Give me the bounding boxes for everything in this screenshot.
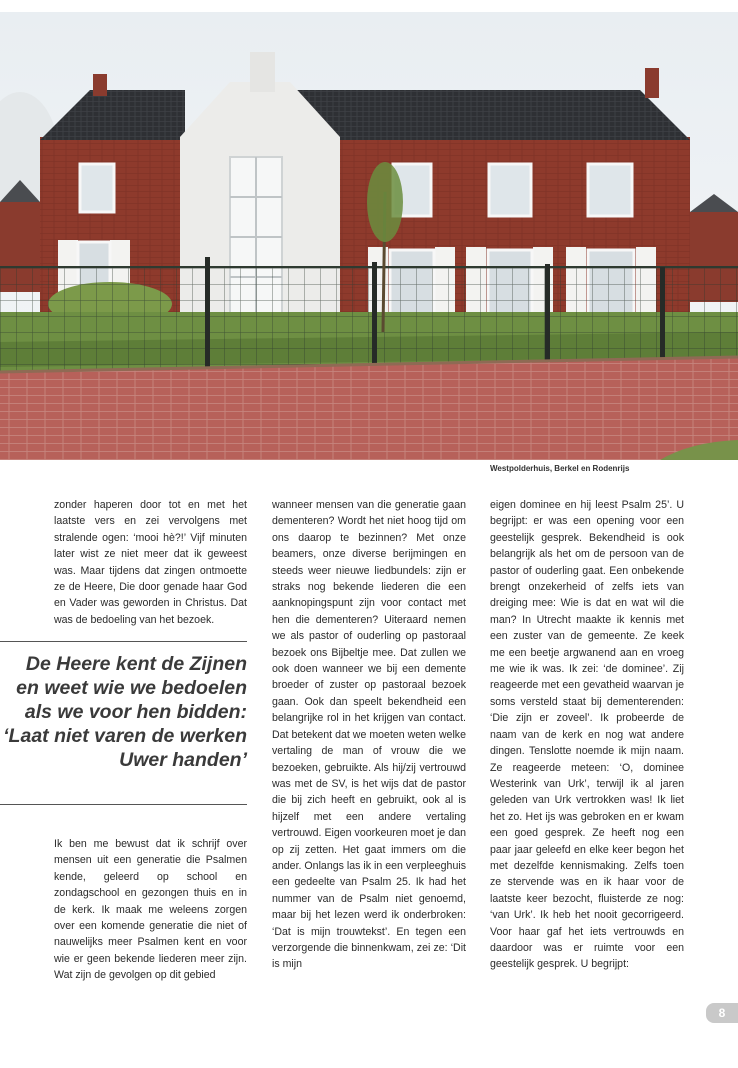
paragraph: zonder haperen door tot en met het laatste vers en zei vervolgens met stralende ogen: ‘mooi hè?!’ Vijf minuten later wist ze niet meer dat ik geweest was. Maar tijdens dat zingen ontmoette ze de Heere, Die door genade haar God en Vader was geworden in Christus. Dat was de bedoeling van het bezoek. (54, 499, 247, 626)
paragraph: wanneer mensen van die generatie gaan dementeren? Wordt het niet hoog tijd om ons daarop te bezinnen? Met onze beamers, onze diverse berijmingen en steeds weer nieuwe liedbundels: zijn er straks nog bekende liederen die een aanknopingspunt zijn voor contact met hen die dementeren? Uiteraard nemen we als pastor of ouderling op pastoraal bezoek ons Bijbeltje mee. Dat zullen we ook doen wanneer we bij een demente broeder of zuster op pastoraal bezoek gaan. Ook dan speelt bekendheid een belangrijke rol in het krijgen van contact. Dat betekent dat we moeten weten welke vertaling de man of vrouw die we bezoeken, gebruikte. Als hij/zij vertrouwd was met de SV, is het wijs dat de pastor die bij zich heeft en gebruikt, ook al is hijzelf met een andere vertaling vertrouwd. Eigen voorkeuren moet je dan op zij zetten. Het gaat immers om die ander. Onlangs las ik in een verpleeghuis een gedeelte van Psalm 25. Ik had het nummer van de Psalm niet genoemd, maar bij het lezen werd ik onderbroken: ‘Dat is mijn trouwtekst’. En tegen een verzorgende die binnenkwam, zei ze: ‘Dit is mijn (272, 499, 466, 971)
paragraph: eigen dominee en hij leest Psalm 25’. U begrijpt: er was een opening voor een geestelijk gesprek. Bekendheid is ook belangrijk als het om de persoon van de pastor of ouderling gaat. Een onbekende brengt onzekerheid of zelfs iets van dreiging mee: Wie is dat en wat wil die man? In Utrecht maakte ik kennis met een zuster van de gemeente. Ze keek me een beetje argwanend aan en vroeg me wie ik was. Ik zei: ‘de dominee’. Zij reageerde met een gevatheid waarvan je soms versteld staat bij dementerenden: ‘Die zijn er zoveel’. Ik probeerde de naam van de kerk en nog wat andere dingen. Tenslotte noemde ik mijn naam. Ze reageerde meteen: ‘O, dominee Westerink van Urk’, terwijl ik al jaren geleden van Urk vertrokken was! Ik liet het zo. Het ijs was gebroken en er kwam een goed gesprek. Ze heeft nog een paar jaar geleefd en elke keer begon het met dezelfde kennismaking. Zelfs toen ze stervende was en ik haar voor de laatste keer bezocht, fluisterde ze nog: ‘van Urk’. Ik heb het nooit gecorrigeerd. Voor haar gaf het iets vertrouwds en daardoor was er ruimte voor een geestelijk gesprek. U begrijpt: (490, 499, 684, 971)
paragraph: Ik ben me bewust dat ik schrijf over mensen uit een generatie die Psalmen kende, geleerd op school en zondagschool en gezongen thuis en in de kerk. Ik maak me weleens zorgen over een komende generatie die niet of nauwelijks meer Psalmen kent en voor wie er geen bekende liederen meer zijn. Wat zijn de gevolgen op dit gebied (54, 838, 247, 982)
column-3 (490, 497, 684, 973)
pull-quote-text: De Heere kent de Zijnen en weet wie we bedoelen als we voor hen bidden: ‘Laat niet varen de werken Uwer handen’ (3, 653, 247, 771)
pull-quote (0, 641, 247, 805)
column-1-top (54, 497, 247, 628)
column-2 (272, 497, 466, 973)
westpolderhuis-photo (0, 12, 738, 460)
page-number: 8 (706, 1003, 738, 1023)
photo-caption: Westpolderhuis, Berkel en Rodenrijs (490, 464, 630, 473)
column-1-bottom (54, 836, 247, 984)
house-illustration (0, 12, 738, 460)
